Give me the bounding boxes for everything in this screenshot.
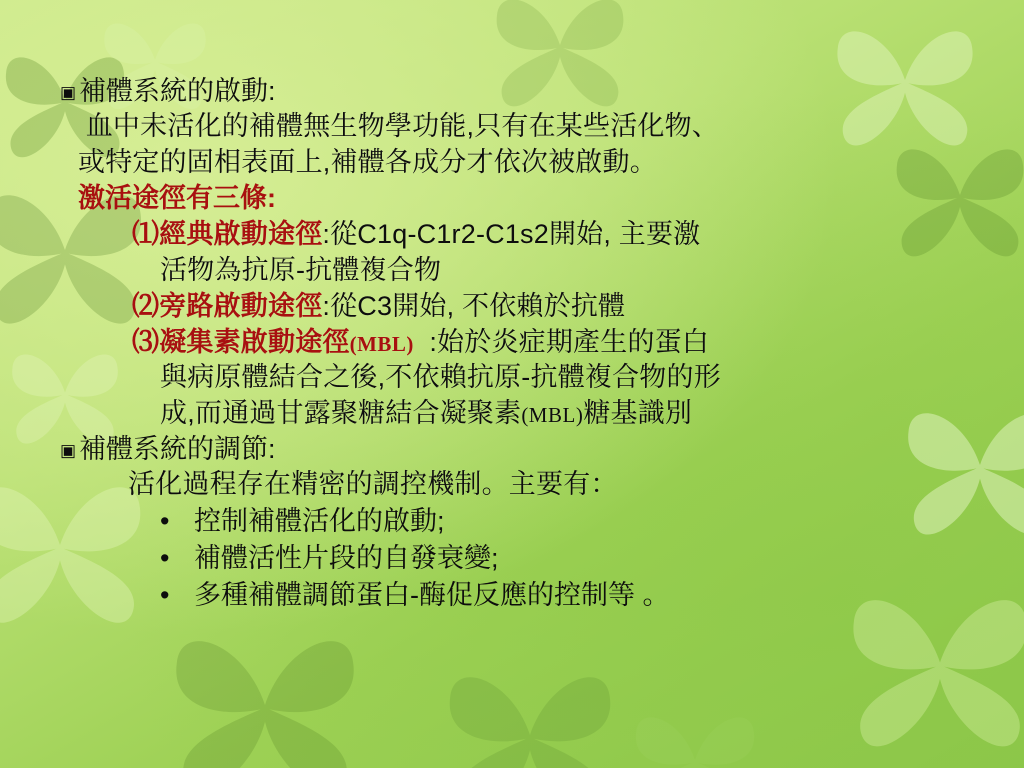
pathway-item-1-title: 經典啟動途徑 [159,218,323,249]
pathway-item-2-text: :從C3開始, 不依賴於抗體 [322,290,626,321]
pathway-item-3-continuation-abbrev: (MBL) [521,403,584,428]
pathway-item-3 [60,325,984,361]
pathway-item-3-continuation-1: 與病原體結合之後,不依賴抗原-抗體複合物的形 [160,362,721,393]
paragraph-activation-line1: 血中未活化的補體無生物學功能,只有在某些活化物、 [78,111,720,142]
bullet-marker-icon: ▣ [60,82,77,102]
pathway-item-2 [60,289,984,325]
pathway-item-1-number: ⑴ [132,218,160,249]
pathway-item-3-title: 凝集素啟動途徑 [159,326,350,357]
heading-complement-regulation-label: 補體系統的調節: [79,434,276,465]
bullet-dot-icon: • [160,506,170,537]
list-item [60,503,984,540]
list-item-label: 補體活性片段的自發衰變; [194,542,499,573]
pathway-item-2-title: 旁路啟動途徑 [159,290,323,321]
list-item [60,577,984,614]
heading-complement-regulation [60,432,984,467]
pathway-item-3-continuation-2 [60,396,984,432]
pathway-item-1-continuation: 活物為抗原-抗體複合物 [160,254,442,285]
bullet-marker-icon: ▣ [60,441,77,461]
heading-complement-activation-label: 補體系統的啟動: [79,76,276,106]
pathway-item-3-text: :始於炎症期產生的蛋白 [413,326,710,357]
heading-three-pathways: 激活途徑有三條: [78,182,276,213]
pathway-item-2-number: ⑵ [132,290,160,321]
pathway-item-3-number: ⑶ [132,326,160,357]
list-item-label: 多種補體調節蛋白-酶促反應的控制等 。 [194,579,670,610]
paragraph-regulation: 活化過程存在精密的調控機制。主要有： [128,469,618,500]
bullet-dot-icon: • [160,542,170,573]
list-item-label: 控制補體活化的啟動; [194,506,445,537]
pathway-item-3-continuation-2a: 成,而通過甘露聚糖結合凝聚素 [160,398,522,429]
heading-complement-activation [60,74,984,109]
pathway-item-3-continuation-2c: 糖基識別 [583,398,693,429]
pathway-item-1 [60,217,984,253]
pathway-item-1-text: :從C1q-C1r2-C1s2開始, 主要激 [322,218,701,249]
paragraph-activation-line2: 或特定的固相表面上,補體各成分才依次被啟動。 [78,147,657,177]
bullet-dot-icon: • [160,579,170,610]
list-item [60,540,984,577]
pathway-item-3-abbrev: (MBL) [349,331,414,356]
